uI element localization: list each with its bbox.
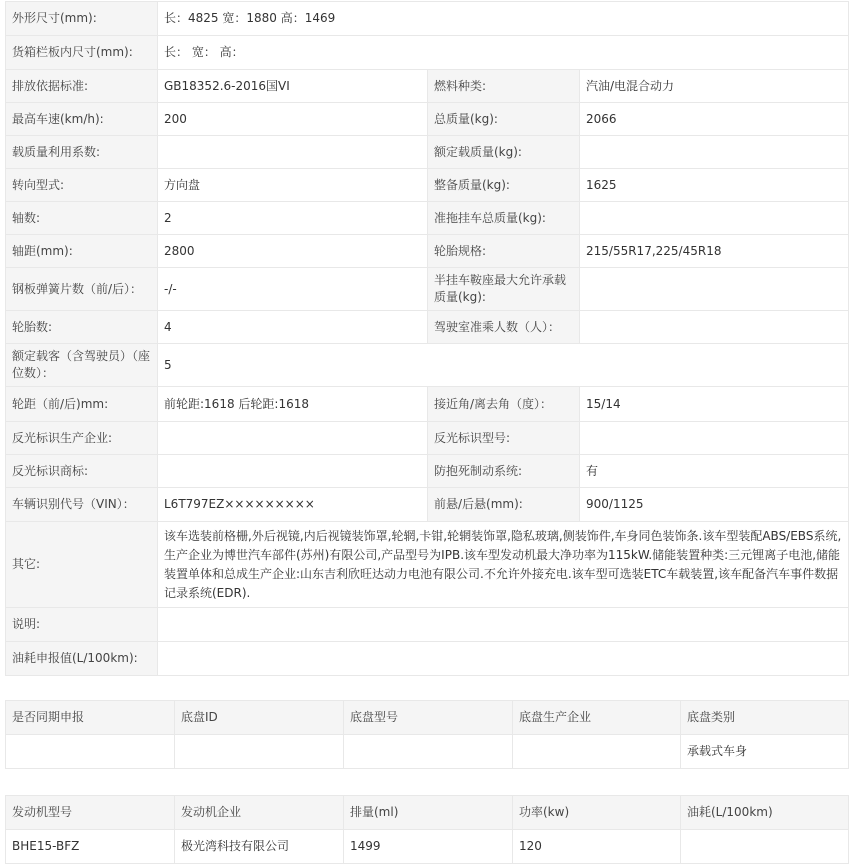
spec-label: 轮胎数:: [6, 311, 158, 344]
spec-value: 汽油/电混合动力: [580, 70, 849, 103]
column-header: 发动机企业: [175, 796, 344, 830]
spec-label: 防抱死制动系统:: [428, 455, 580, 488]
spec-value: [580, 202, 849, 235]
spec-label: 最高车速(km/h):: [6, 103, 158, 136]
spec-value: [158, 642, 849, 676]
spec-row-fuel: [6, 642, 849, 676]
spec-value: 200: [158, 103, 428, 136]
spec-value: 长：4825 宽：1880 高：1469: [158, 2, 849, 36]
table-cell: [513, 735, 681, 769]
spec-row: [6, 103, 849, 136]
spec-label: 轮距（前/后)mm:: [6, 387, 158, 422]
spec-row: [6, 455, 849, 488]
spec-value: L6T797EZ×××××××××: [158, 488, 428, 522]
spec-value: [580, 311, 849, 344]
column-header: 是否同期申报: [6, 701, 175, 735]
spec-row: [6, 268, 849, 311]
spec-row-cargo-box: [6, 36, 849, 70]
spec-label: 货箱栏板内尺寸(mm):: [6, 36, 158, 70]
spec-label: 总质量(kg):: [428, 103, 580, 136]
spec-label: 外形尺寸(mm):: [6, 2, 158, 36]
spec-label: 油耗申报值(L/100km):: [6, 642, 158, 676]
column-header: 底盘类别: [681, 701, 849, 735]
spec-label: 轴距(mm):: [6, 235, 158, 268]
spec-value: 2: [158, 202, 428, 235]
table-cell: 承载式车身: [681, 735, 849, 769]
column-header: 排量(ml): [344, 796, 513, 830]
engine-table: [5, 795, 849, 864]
spec-value: [158, 608, 849, 642]
table-row: [6, 735, 849, 769]
spec-value: 2066: [580, 103, 849, 136]
table-cell: [175, 735, 344, 769]
table-row: [6, 830, 849, 864]
spec-label: 前悬/后悬(mm):: [428, 488, 580, 522]
column-header: 发动机型号: [6, 796, 175, 830]
spec-value: [158, 422, 428, 455]
spec-label: 额定载客（含驾驶员）（座位数）：: [6, 344, 158, 387]
spec-label: 钢板弹簧片数（前/后）：: [6, 268, 158, 311]
column-header: 底盘生产企业: [513, 701, 681, 735]
spec-value: 长： 宽： 高：: [158, 36, 849, 70]
spec-label: 反光标识商标:: [6, 455, 158, 488]
spec-value: [580, 268, 849, 311]
spec-label: 半挂车鞍座最大允许承载质量(kg):: [428, 268, 580, 311]
spec-value: [158, 136, 428, 169]
spec-label: 载质量利用系数:: [6, 136, 158, 169]
spec-row: [6, 422, 849, 455]
table-cell: 120: [513, 830, 681, 864]
spec-row: [6, 311, 849, 344]
spec-value: 215/55R17,225/45R18: [580, 235, 849, 268]
spec-label: 反光标识生产企业:: [6, 422, 158, 455]
spec-label: 排放依据标准:: [6, 70, 158, 103]
engine-header-row: [6, 796, 849, 830]
chassis-header-row: [6, 701, 849, 735]
table-cell: BHE15-BFZ: [6, 830, 175, 864]
spec-value: [158, 455, 428, 488]
column-header: 功率(kw): [513, 796, 681, 830]
column-header: 底盘型号: [344, 701, 513, 735]
spec-label: 驾驶室准乘人数（人）：: [428, 311, 580, 344]
spec-row-notes: [6, 608, 849, 642]
spec-value: GB18352.6-2016国VI: [158, 70, 428, 103]
spec-value: 4: [158, 311, 428, 344]
spec-row-other: [6, 522, 849, 608]
table-cell: [6, 735, 175, 769]
spec-label: 整备质量(kg):: [428, 169, 580, 202]
chassis-table: [5, 700, 849, 769]
column-header: 油耗(L/100km): [681, 796, 849, 830]
spec-label: 接近角/离去角（度）：: [428, 387, 580, 422]
spec-label: 燃料种类:: [428, 70, 580, 103]
table-cell: 极光湾科技有限公司: [175, 830, 344, 864]
spec-value: 有: [580, 455, 849, 488]
table-cell: [344, 735, 513, 769]
spec-row: [6, 169, 849, 202]
spec-row: [6, 136, 849, 169]
spec-value: 2800: [158, 235, 428, 268]
spec-value: 前轮距:1618 后轮距:1618: [158, 387, 428, 422]
spec-label: 车辆识别代号（VIN）：: [6, 488, 158, 522]
spec-value: [580, 422, 849, 455]
spec-label: 其它:: [6, 522, 158, 608]
spec-value: 方向盘: [158, 169, 428, 202]
spec-value: 15/14: [580, 387, 849, 422]
spec-label: 准拖挂车总质量(kg):: [428, 202, 580, 235]
spec-row: [6, 387, 849, 422]
vehicle-spec-table: [5, 1, 849, 676]
spec-row-dimensions: [6, 2, 849, 36]
spec-label: 轴数:: [6, 202, 158, 235]
spec-row: [6, 202, 849, 235]
spec-row: [6, 235, 849, 268]
spec-row: [6, 488, 849, 522]
table-cell: [681, 830, 849, 864]
spec-value-other: 该车选装前格栅,外后视镜,内后视镜装饰罩,轮辋,卡钳,轮辋装饰罩,隐私玻璃,侧装饰件,车身同色装饰条.该车型装配ABS/EBS系统,生产企业为博世汽车部件(苏州)有限公司,产品型号为IPB.该车型发动机最大净功率为115kW.储能装置种类:三元锂离子电池,储能装置单体和总成生产企业:山东吉利欣旺达动力电池有限公司.不允许外接充电.该车型可选装ETC车载装置,该车配备汽车事件数据记录系统(EDR).: [158, 522, 849, 608]
spec-value: 900/1125: [580, 488, 849, 522]
table-cell: 1499: [344, 830, 513, 864]
spec-value: 5: [158, 344, 849, 387]
spec-label: 额定载质量(kg):: [428, 136, 580, 169]
spec-label: 轮胎规格:: [428, 235, 580, 268]
spec-row-seats: [6, 344, 849, 387]
spec-value: [580, 136, 849, 169]
spec-label: 转向型式:: [6, 169, 158, 202]
spec-label: 说明:: [6, 608, 158, 642]
spec-value: 1625: [580, 169, 849, 202]
spec-value: -/-: [158, 268, 428, 311]
spec-label: 反光标识型号:: [428, 422, 580, 455]
column-header: 底盘ID: [175, 701, 344, 735]
spec-row: [6, 70, 849, 103]
